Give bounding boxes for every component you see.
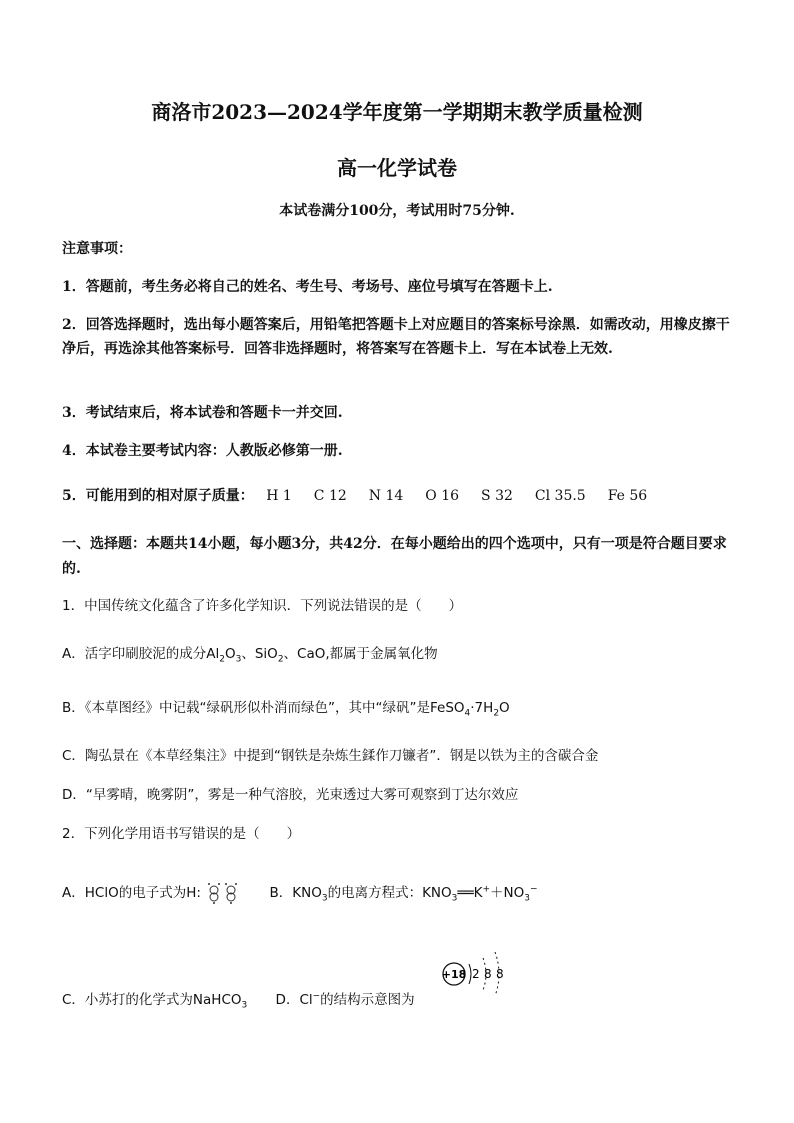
q2-option-c	[62, 991, 248, 1011]
formula: H:	[186, 884, 201, 901]
equation: ══K	[457, 884, 483, 901]
separator: 、	[283, 646, 298, 662]
q2-option-a	[62, 885, 248, 901]
formula: ·7H	[470, 700, 494, 716]
shell-arc	[469, 964, 471, 984]
subscript: 3	[241, 1000, 248, 1011]
atomic-mass: N 14	[368, 488, 404, 504]
q2-stem: 2．下列化学用语书写错误的是（ ）	[62, 826, 301, 842]
notice-heading: 注意事项：	[62, 241, 132, 257]
q2-options-cd	[62, 984, 742, 1017]
exam-title: 商洛市2023—2024学年度第一学期期末教学质量检测	[151, 100, 643, 124]
option-text: B．《本草图经》中记载“绿矾形似朴消而绿色”，其中“绿矾”是	[62, 700, 430, 716]
formula: O	[224, 646, 236, 662]
subscript: 4	[464, 708, 471, 719]
section-1-heading: 一、选择题：本题共14小题，每小题3分，共42分．在每小题给出的四个选项中，只有一项是符合题目要求的.	[62, 536, 727, 577]
subscript: 2	[219, 654, 225, 665]
notice-item-5	[62, 484, 742, 508]
formula: O	[499, 700, 510, 716]
q1-option-d: D．“早雾晴，晚雾阴”，雾是一种气溶胶，光束透过大雾可观察到丁达尔效应	[62, 787, 519, 803]
subscript: 3	[524, 893, 531, 904]
option-text: D．Cl	[275, 991, 313, 1008]
atomic-mass: Cl 35.5	[534, 488, 586, 504]
q1-option-a	[62, 642, 742, 672]
chloride-ion-structure-diagram	[438, 944, 518, 1004]
q1-option-c: C．陶弘景在《本草经集注》中提到“钢铁是杂炼生鍒作刀镰者”．钢是以铁为主的含碳合金	[62, 748, 599, 764]
atomic-mass: Fe 56	[607, 488, 648, 504]
subscript: 3	[451, 893, 458, 904]
formula: FeSO	[430, 700, 465, 716]
atomic-mass: S 32	[481, 488, 513, 504]
option-text: A．活字印刷胶泥的成分	[62, 646, 207, 662]
option-text: 的电离方程式：KNO	[327, 884, 452, 901]
superscript: −	[312, 991, 321, 1001]
shell-electrons: 2	[472, 967, 480, 981]
shell-electrons: 8	[484, 967, 492, 981]
subscript: 3	[321, 893, 328, 904]
q1-option-b	[62, 696, 742, 726]
q2-options-ab	[62, 877, 742, 910]
notice-item-2: 2．回答选择题时，选出每小题答案后，用铅笔把答题卡上对应题目的答案标号涂黑．如需改动，用橡皮擦干净后，再选涂其他答案标号．回答非选择题时，将答案写在答题卡上．写在本试卷上无效.	[62, 317, 730, 357]
option-text: 的结构示意图为	[320, 991, 415, 1008]
option-text: A．HClO的电子式为	[62, 884, 187, 901]
equation: ＋NO	[490, 884, 525, 901]
separator: 、	[241, 646, 255, 662]
subscript: 3	[235, 654, 242, 665]
q2-option-d	[276, 992, 415, 1008]
atomic-masses	[266, 488, 669, 504]
formula: CaO	[297, 646, 326, 662]
atomic-mass: O 16	[425, 488, 460, 504]
exam-subtitle: 高一化学试卷	[337, 156, 457, 180]
formula: Al	[206, 646, 220, 662]
q2-option-b	[269, 884, 538, 904]
formula: SiO	[254, 646, 278, 662]
subscript: 2	[277, 654, 284, 665]
atomic-mass: H 1	[266, 488, 292, 504]
superscript: −	[530, 884, 538, 894]
notice-item-4: 4．本试卷主要考试内容：人教版必修第一册.	[62, 443, 343, 459]
shell-electrons: 8	[496, 967, 504, 981]
option-text: C．小苏打的化学式为NaHCO	[62, 991, 242, 1008]
item-5-label: 5．可能用到的相对原子质量：	[62, 488, 254, 504]
subscript: 2	[493, 708, 500, 719]
q1-stem: 1．中国传统文化蕴含了许多化学知识．下列说法错误的是（ ）	[62, 598, 463, 614]
exam-info: 本试卷满分100分，考试用时75分钟.	[279, 203, 515, 219]
notice-item-3: 3．考试结束后，将本试卷和答题卡一并交回.	[62, 405, 343, 421]
notice-item-1: 1．答题前，考生务必将自己的姓名、考生号、考场号、座位号填写在答题卡上.	[62, 279, 553, 295]
option-text: ,都属于金属氧化物	[325, 646, 438, 662]
electron-dot-formula-icon	[205, 881, 243, 905]
atomic-mass: C 12	[313, 488, 347, 504]
option-text: B．KNO	[269, 884, 322, 901]
superscript: +	[482, 884, 491, 894]
nucleus-charge: +18	[441, 968, 467, 981]
